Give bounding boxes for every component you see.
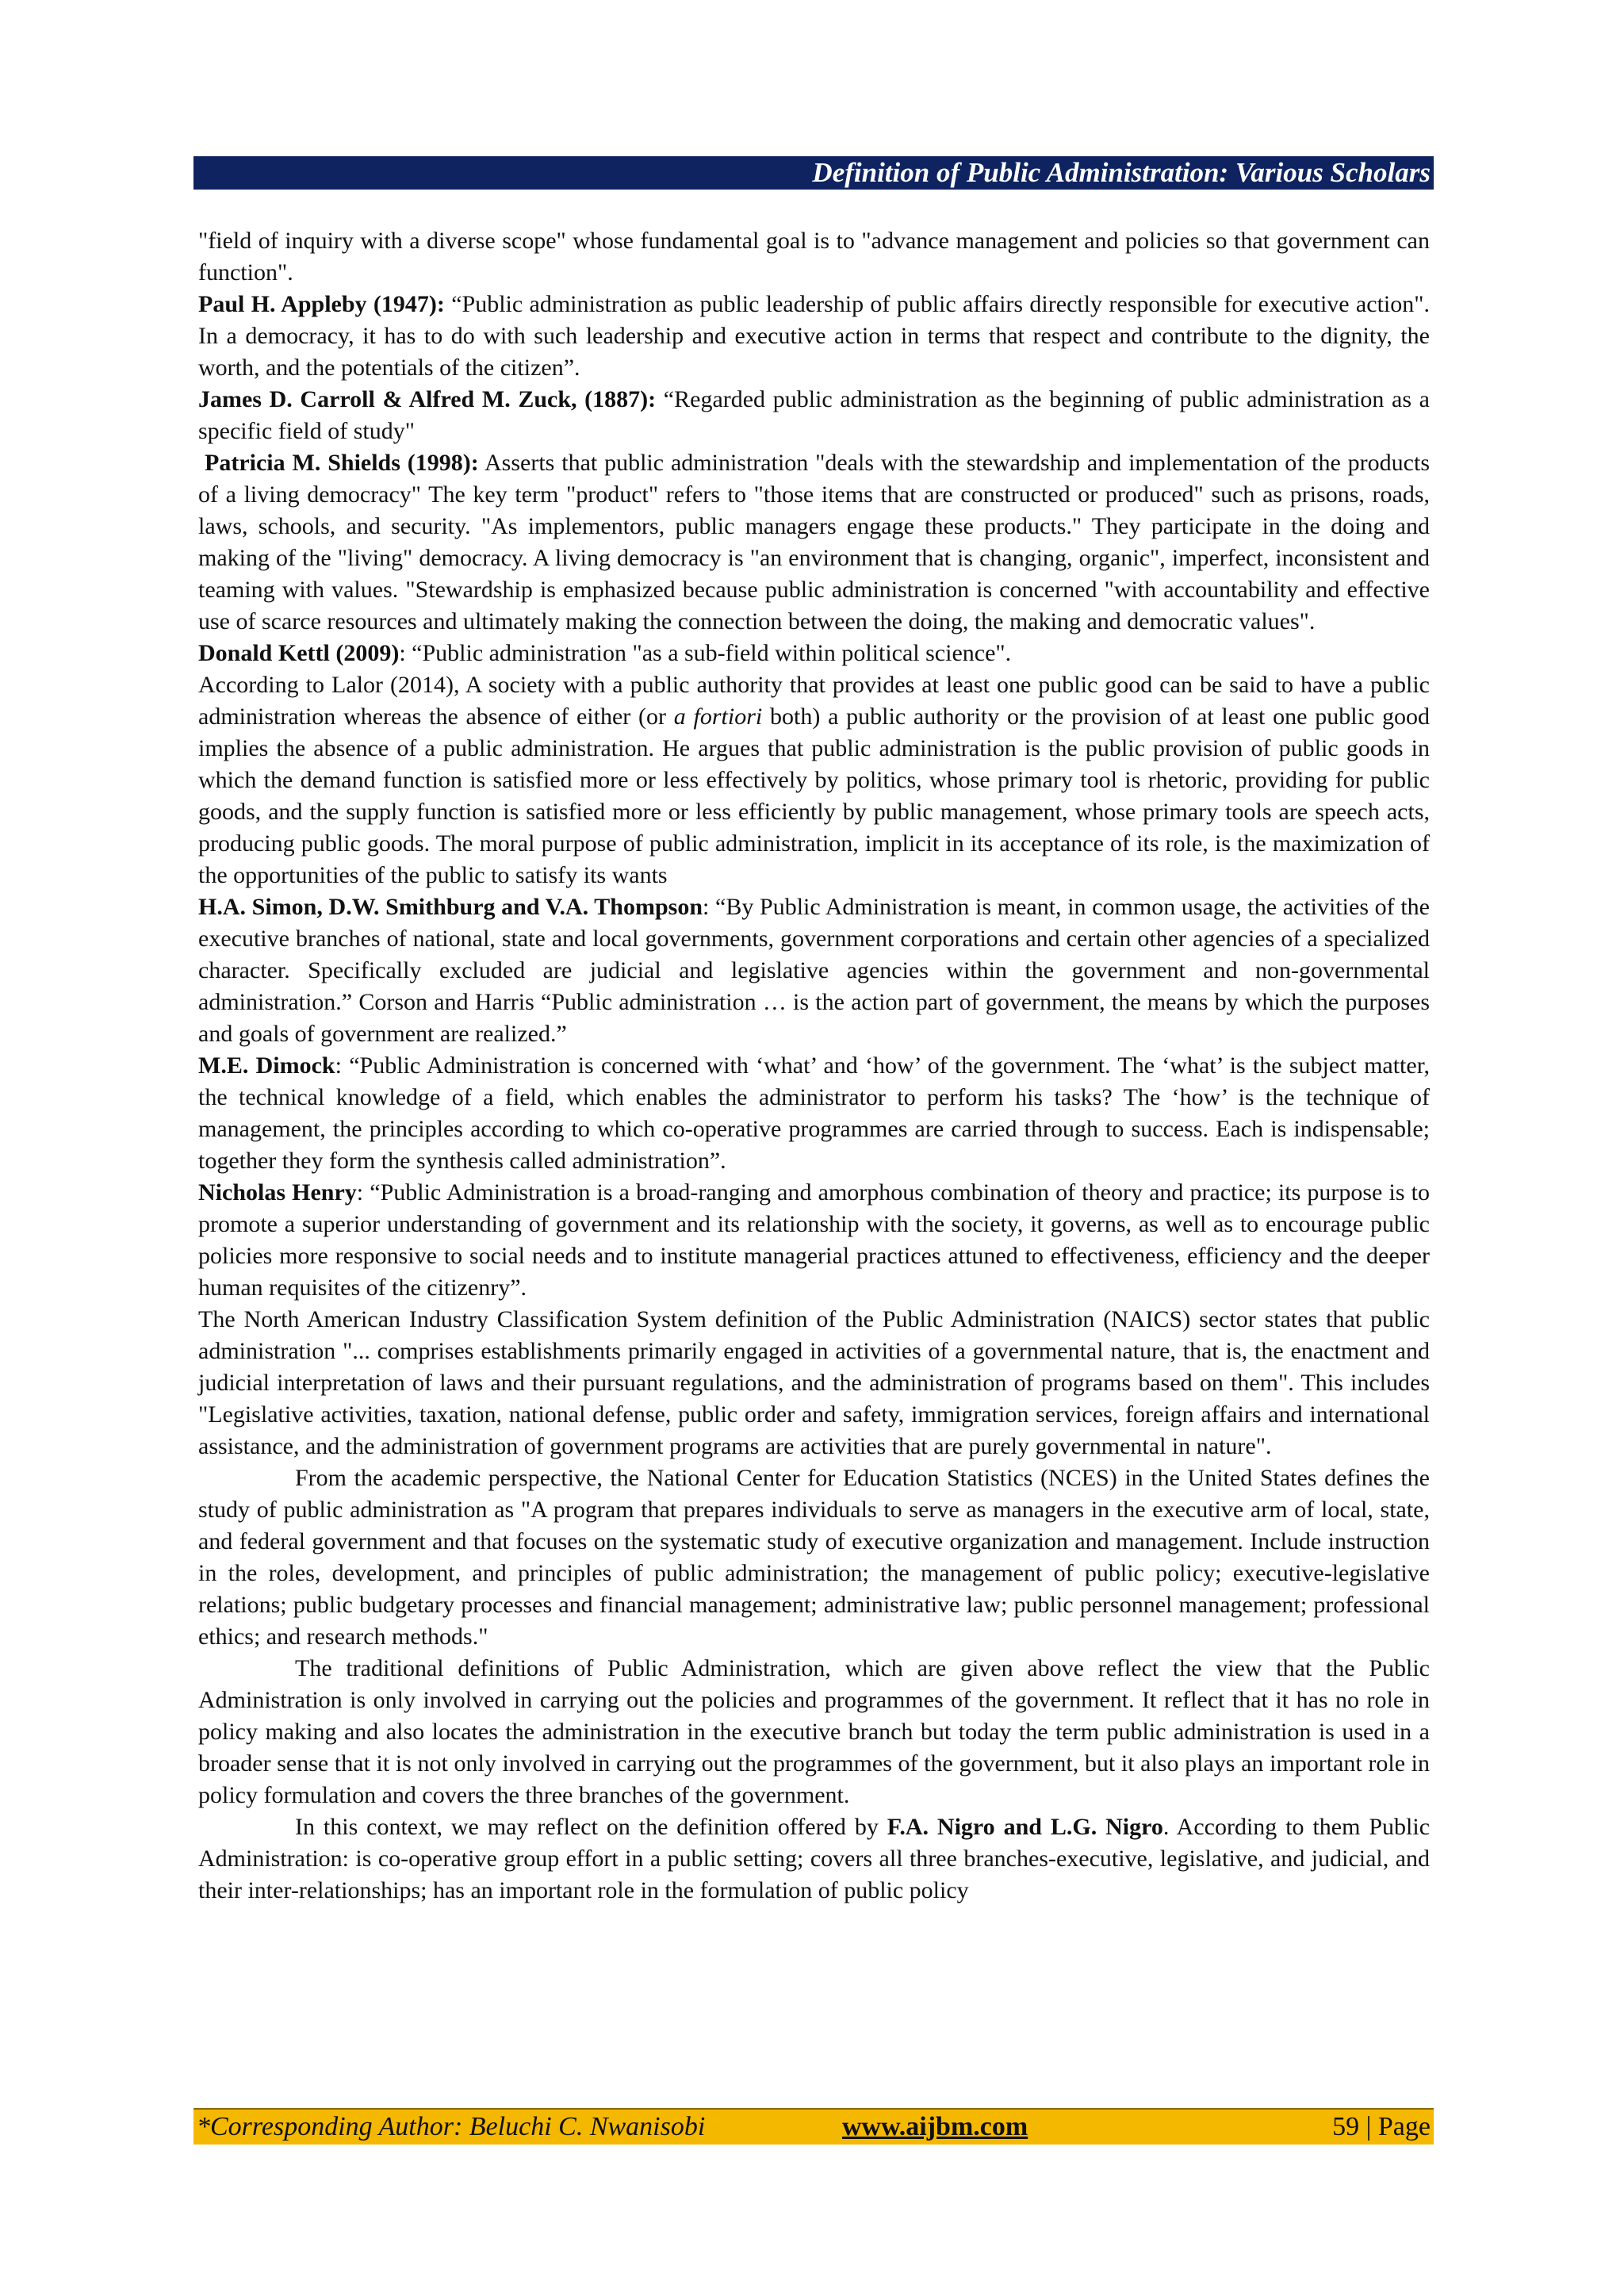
italic-term: a fortiori [673,703,763,730]
article-body [198,225,1430,1907]
running-header-title: Definition of Public Administration: Various Scholars [812,157,1431,188]
scholar-name: M.E. Dimock [198,1052,335,1079]
page-number: 59 | Page [1332,2112,1431,2141]
scholar-name: Patricia M. Shields (1998): [205,450,479,476]
paragraph-naics [198,1304,1430,1462]
running-header [193,156,1434,190]
paragraph-carroll-zuck [198,384,1430,447]
paragraph-text: : “Public Administration is concerned with ‘what’ and ‘how’ of the government. The ‘what’ is the subject matter, the technical knowledge of a field, which enables the administrator to perform his tasks? The ‘how’ is the technique of management, the principles according to which co-operative programmes are carried through to success. Each is indispensable; together they form the synthesis called administration”. [198,1052,1430,1174]
paragraph-text: : “By Public Administration is meant, in common usage, the activities of the executive branches of national, state and local governments, government corporations and certain other agencies of a specialized character. Specifically excluded are judicial and legislative agencies within the government and non-governmental administration.” Corson and Harris “Public administration … is the action part of government, the means by which the purposes and goals of government are realized.” [198,894,1430,1047]
paragraph-text: : “Public Administration is a broad-ranging and amorphous combination of theory and practice; its purpose is to promote a superior understanding of government and its relationship with the society, it governs, as well as to encourage public policies more responsive to social needs and to institute managerial practices attuned to effectiveness, efficiency and the deeper human requisites of the citizenry”. [198,1179,1430,1301]
paragraph-text: According to Lalor (2014), A society with a public authority that provides at least one public good can be said to have a public administration whereas the absence of either (or [198,672,1430,730]
scholar-name: James D. Carroll & Alfred M. Zuck, (1887): [198,386,657,412]
paragraph-dimock [198,1050,1430,1177]
scholar-name: Nicholas Henry [198,1179,357,1205]
paragraph-henry [198,1177,1430,1304]
paragraph [198,225,1430,289]
paragraph-text: “Regarded public administration as the beginning of public administration as a specific field of study" [198,386,1430,444]
paragraph-kettl [198,638,1430,669]
paragraph-text: From the academic perspective, the National Center for Education Statistics (NCES) in the United States defines the study of public administration as "A program that prepares individuals to serve as managers in the executive arm of local, state, and federal government and that focuses on the systematic study of executive organization and management. Include instruction in the roles, development, and principles of public administration; the management of public policy; executive-legislative relations; public budgetary processes and financial management; administrative law; public personnel management; professional ethics; and research methods." [198,1465,1430,1650]
journal-website-link[interactable]: www.aijbm.com [842,2112,1028,2141]
scholar-name: Paul H. Appleby (1947): [198,291,445,317]
paragraph-traditional-definitions [198,1653,1430,1811]
page-footer [193,2108,1434,2145]
scholar-name: Donald Kettl (2009) [198,640,400,666]
paragraph-text: The traditional definitions of Public Administration, which are given above reflect the view that the Public Administration is only involved in carrying out the policies and programmes of the government. It reflect that it has no role in policy making and also locates the administration in the executive branch but today the term public administration is used in a broader sense that it is not only involved in carrying out the programmes of the government, but it also plays an important role in policy formulation and covers the three branches of the government. [198,1655,1430,1808]
paragraph-text: : “Public administration "as a sub-field within political science". [399,640,1012,666]
paragraph-lalor [198,669,1430,891]
paragraph-text: "field of inquiry with a diverse scope" whose fundamental goal is to "advance management and policies so that government can function". [198,228,1430,286]
paragraph-text: . According to them Public Administration: is co-operative group effort in a public setting; covers all three branches-executive, legislative, and judicial, and their inter-relationships; has an important role in the formulation of public policy [198,1814,1431,1903]
scholar-name: F.A. Nigro and L.G. Nigro [887,1814,1163,1840]
scholar-name: H.A. Simon, D.W. Smithburg and V.A. Thompson [198,894,703,920]
paragraph-text: “Public administration as public leadership of public affairs directly responsible for executive action". In a democracy, it has to do with such leadership and executive action in terms that respect and contribute to the dignity, the worth, and the potentials of the citizen”. [198,291,1430,381]
paragraph-text: The North American Industry Classification System definition of the Public Administration (NAICS) sector states that public administration "... comprises establishments primarily engaged in activities of a governmental nature, that is, the enactment and judicial interpretation of laws and their pursuant regulations, and the administration of programs based on them". This includes "Legislative activities, taxation, national defense, public order and safety, immigration services, foreign affairs and international assistance, and the administration of government programs are activities that are purely governmental in nature". [198,1306,1430,1459]
paragraph-text: both) a public authority or the provision of at least one public good implies the absence of a public administration. He argues that public administration is the public provision of public goods in which the demand function is satisfied more or less effectively by politics, whose primary tool is rhetoric, providing for public goods, and the supply function is satisfied more or less efficiently by public management, whose primary tools are speech acts, producing public goods. The moral purpose of public administration, implicit in its acceptance of its role, is the maximization of the opportunities of the public to satisfy its wants [198,703,1430,888]
paragraph-appleby [198,289,1430,384]
corresponding-author: *Corresponding Author: Beluchi C. Nwanisobi [197,2112,706,2141]
paragraph-text: In this context, we may reflect on the definition offered by [295,1814,887,1840]
paragraph-nces [198,1462,1430,1653]
paragraph-text: Asserts that public administration "deals with the stewardship and implementation of the products of a living democracy" The key term "product" refers to "those items that are constructed or produced" such as prisons, roads, laws, schools, and security. "As implementors, public managers engage these products." They participate in the doing and making of the "living" democracy. A living democracy is "an environment that is changing, organic", imperfect, inconsistent and teaming with values. "Stewardship is emphasized because public administration is concerned "with accountability and effective use of scarce resources and ultimately making the connection between the doing, the making and democratic values". [198,450,1430,634]
paragraph-simon-smithburg-thompson [198,891,1430,1050]
paragraph-nigro [198,1811,1430,1907]
paragraph-shields [198,447,1430,638]
